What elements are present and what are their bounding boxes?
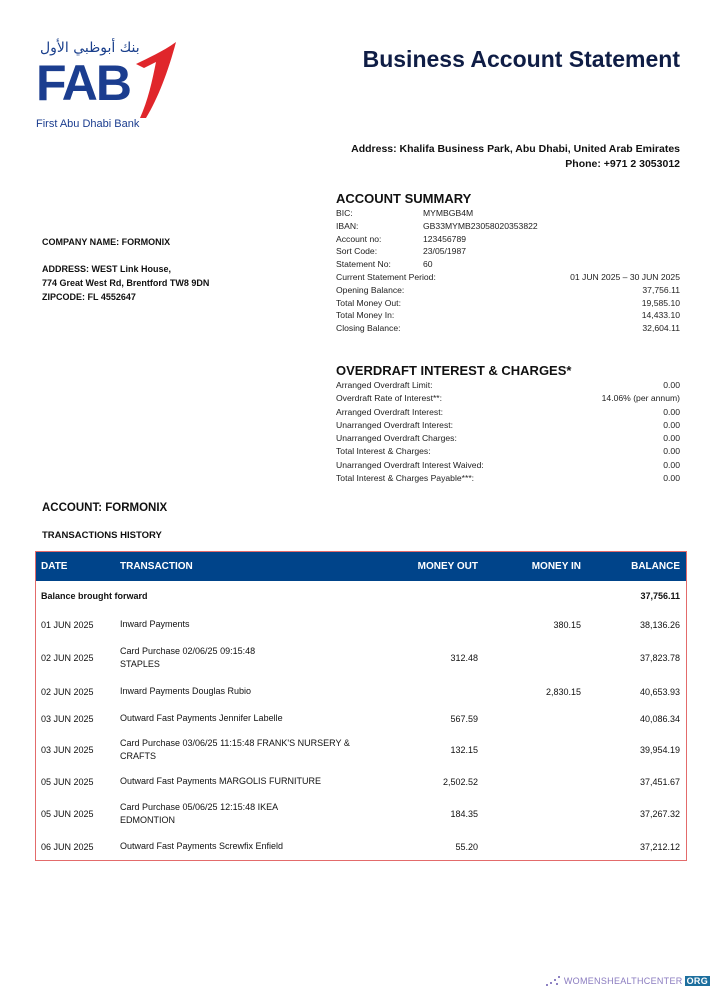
- overdraft-row: Arranged Overdraft Limit: 0.00: [336, 380, 680, 390]
- fab-logo: [34, 40, 184, 132]
- overdraft-row: Total Interest & Charges Payable***: 0.00: [336, 473, 680, 484]
- transactions-table: [35, 551, 687, 861]
- logo-wordmark: FAB: [36, 55, 130, 111]
- row-money-in: 2,830.15: [545, 686, 581, 697]
- summary-row-closing-balance: Closing Balance: 32,604.11: [336, 323, 680, 334]
- row-date: 06 JUN 2025: [41, 841, 94, 852]
- table-row: [36, 833, 686, 860]
- row-date: 01 JUN 2025: [41, 619, 94, 630]
- overdraft-row: Total Interest & Charges: 0.00: [336, 446, 680, 457]
- summary-row-sort-code: Sort Code: 23/05/1987: [336, 246, 467, 257]
- row-description: Card Purchase 02/06/25 09:15:48 STAPLES: [120, 646, 256, 669]
- bank-contact: [351, 142, 680, 172]
- row-money-out: 312.48: [450, 653, 478, 663]
- summary-row-bic: BIC: MYMBGB4M: [336, 208, 474, 218]
- row-date: 02 JUN 2025: [41, 686, 94, 697]
- summary-row-money-in: Total Money In: 14,433.10: [336, 310, 680, 321]
- company-zipcode: ZIPCODE: FL 4552647: [42, 292, 136, 302]
- overdraft-row: Unarranged Overdraft Charges: 0.00: [336, 433, 680, 444]
- row-money-out: 55.20: [455, 841, 478, 852]
- table-row: [36, 638, 686, 678]
- summary-row-statement-no: Statement No: 60: [336, 259, 433, 270]
- table-row: [36, 678, 686, 705]
- account-summary: [336, 207, 680, 335]
- row-balance: 37,212.12: [639, 841, 680, 852]
- row-description: Inward Payments Douglas Rubio: [120, 686, 252, 696]
- row-date: 03 JUN 2025: [41, 745, 94, 755]
- column-header-balance: BALANCE: [631, 561, 680, 572]
- overdraft-title: OVERDRAFT INTEREST & CHARGES*: [336, 363, 572, 378]
- row-date: 03 JUN 2025: [41, 713, 94, 724]
- transactions-history-title: TRANSACTIONS HISTORY: [42, 530, 162, 541]
- watermark-dots-icon: [546, 976, 562, 986]
- row-money-out: 184.35: [450, 809, 478, 819]
- account-title: ACCOUNT: FORMONIX: [42, 502, 168, 514]
- logo-arabic-text: بنك أبوظبي الأول: [40, 40, 140, 56]
- row-description: Card Purchase 03/06/25 11:15:48 FRANK'S NURSERY & CRAFTS: [120, 738, 350, 761]
- summary-row-period: Current Statement Period: 01 JUN 2025 – 30 JUN 2025: [336, 271, 680, 282]
- column-header-transaction: TRANSACTION: [120, 561, 193, 572]
- row-date: 05 JUN 2025: [41, 809, 94, 819]
- row-description: Inward Payments: [120, 619, 190, 629]
- row-money-out: 2,502.52: [442, 776, 478, 787]
- summary-row-money-out: Total Money Out: 19,585.10: [336, 297, 680, 308]
- logo-red-arrow-icon: [134, 42, 178, 120]
- row-balance: 38,136.26: [639, 619, 680, 630]
- row-description: Outward Fast Payments MARGOLIS FURNITURE: [120, 776, 322, 786]
- row-money-out: 132.15: [450, 745, 478, 755]
- row-balance: 39,954.19: [639, 745, 680, 755]
- account-summary-title: ACCOUNT SUMMARY: [336, 191, 472, 206]
- overdraft-row: Unarranged Overdraft Interest Waived: 0.00: [336, 459, 680, 470]
- row-date: 05 JUN 2025: [41, 776, 94, 787]
- row-balance: 37,267.32: [639, 809, 680, 819]
- table-row: [36, 732, 686, 768]
- column-header-date: DATE: [41, 561, 68, 572]
- page-title: Business Account Statement: [362, 46, 680, 72]
- overdraft-details: [336, 379, 680, 485]
- company-address-line1: ADDRESS: WEST Link House,: [42, 264, 172, 274]
- watermark-text: WOMENSHEALTHCENTER: [563, 976, 683, 986]
- row-description: Outward Fast Payments Screwfix Enfield: [120, 841, 284, 851]
- overdraft-row: Arranged Overdraft Interest: 0.00: [336, 406, 680, 417]
- bank-address: Address: Khalifa Business Park, Abu Dhabi, United Arab Emirates: [351, 143, 680, 155]
- row-balance: 40,653.93: [639, 686, 680, 697]
- logo-bank-name: First Abu Dhabi Bank: [36, 118, 140, 130]
- row-balance: 37,823.78: [639, 653, 680, 663]
- row-balance: 40,086.34: [639, 713, 680, 724]
- table-row: [36, 768, 686, 795]
- brought-forward-label: Balance brought forward: [41, 591, 148, 601]
- table-header: [36, 552, 686, 581]
- table-row: [36, 611, 686, 638]
- column-header-money-in: MONEY IN: [531, 561, 581, 572]
- summary-row-account-no: Account no: 123456789: [336, 233, 467, 244]
- company-name: COMPANY NAME: FORMONIX: [42, 237, 171, 247]
- table-row: [36, 795, 686, 833]
- summary-row-opening-balance: Opening Balance: 37,756.11: [336, 284, 680, 295]
- company-address-line2: 774 Great West Rd, Brentford TW8 9DN: [42, 278, 210, 288]
- column-header-money-out: MONEY OUT: [417, 561, 478, 572]
- row-money-in: 380.15: [553, 619, 581, 630]
- brought-forward-balance: 37,756.11: [640, 591, 680, 601]
- balance-brought-forward-row: [36, 581, 686, 611]
- summary-row-iban: IBAN: GB33MYMB23058020353822: [336, 220, 538, 231]
- watermark: [546, 976, 710, 986]
- row-date: 02 JUN 2025: [41, 653, 94, 663]
- watermark-org-badge: ORG: [686, 976, 708, 986]
- overdraft-row: Unarranged Overdraft Interest: 0.00: [336, 419, 680, 430]
- row-balance: 37,451.67: [639, 776, 680, 787]
- row-description: Outward Fast Payments Jennifer Labelle: [120, 713, 283, 723]
- table-row: [36, 705, 686, 732]
- row-money-out: 567.59: [450, 713, 478, 724]
- row-description: Card Purchase 05/06/25 12:15:48 IKEA EDMONTION: [120, 802, 278, 825]
- overdraft-row: Overdraft Rate of Interest**: 14.06% (per annum): [336, 393, 680, 404]
- bank-phone: Phone: +971 2 3053012: [565, 158, 680, 170]
- company-address: [42, 262, 209, 304]
